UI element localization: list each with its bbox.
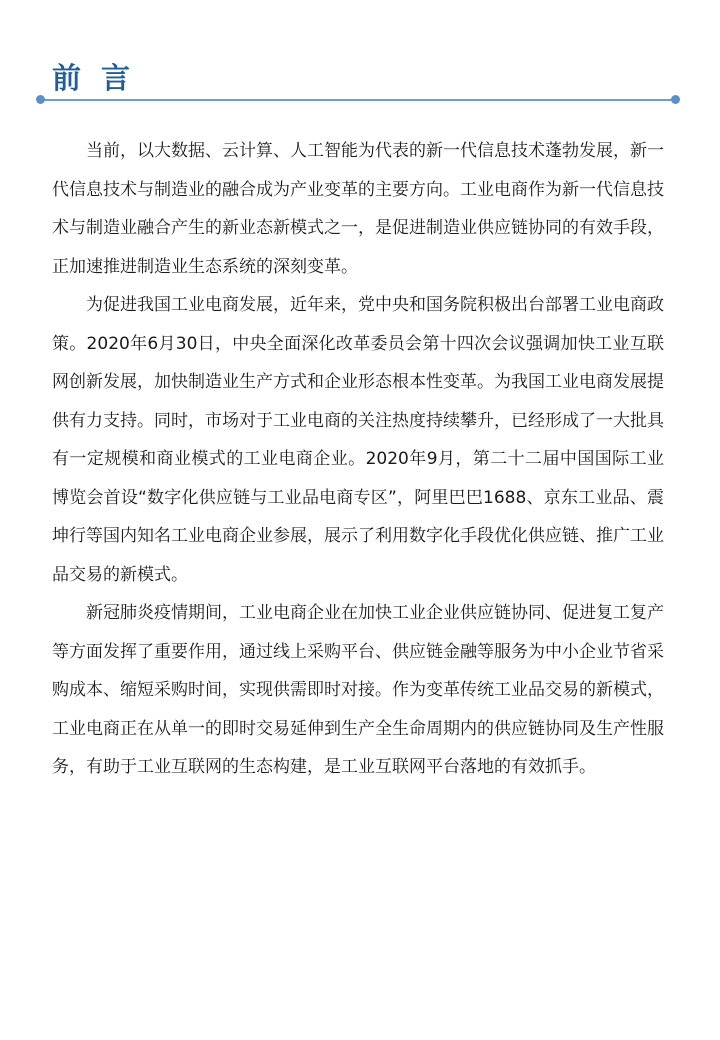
- paragraph-3: 新冠肺炎疫情期间，工业电商企业在加快工业企业供应链协同、促进复工复产等方面发挥了重要作用，通过线上采购平台、供应链金融等服务为中小企业节省采购成本、缩短采购时间，实现供需即时对接。作为变革传统工业品交易的新模式，工业电商正在从单一的即时交易延伸到生产全生命周期内的供应链协同及生产性服务，有助于工业互联网的生态构建，是工业互联网平台落地的有效抓手。: [52, 603, 664, 777]
- heading-divider: [40, 99, 676, 101]
- paragraph-2: 为促进我国工业电商发展，近年来，党中央和国务院积极出台部署工业电商政策。2020年6月30日，中央全面深化改革委员会第十四次会议强调加快工业互联网创新发展，加快制造业生产方式和企业形态根本性变革。为我国工业电商发展提供有力支持。同时，市场对于工业电商的关注热度持续攀升，已经形成了一大批具有一定规模和商业模式的工业电商企业。2020年9月，第二十二届中国国际工业博览会首设“数字化供应链与工业品电商专区”，阿里巴巴1688、京东工业品、震坤行等国内知名工业电商企业参展，展示了利用数字化手段优化供应链、推广工业品交易的新模式。: [52, 295, 664, 585]
- divider-left-dot: [36, 95, 45, 104]
- divider-right-dot: [671, 95, 680, 104]
- section-heading: 前言: [52, 61, 151, 95]
- paragraph-1: 当前，以大数据、云计算、人工智能为代表的新一代信息技术蓬勃发展，新一代信息技术与制造业的融合成为产业变革的主要方向。工业电商作为新一代信息技术与制造业融合产生的新业态新模式之一，是促进制造业供应链协同的有效手段，正加速推进制造业生态系统的深刻变革。: [52, 141, 664, 277]
- body-text: [52, 132, 664, 787]
